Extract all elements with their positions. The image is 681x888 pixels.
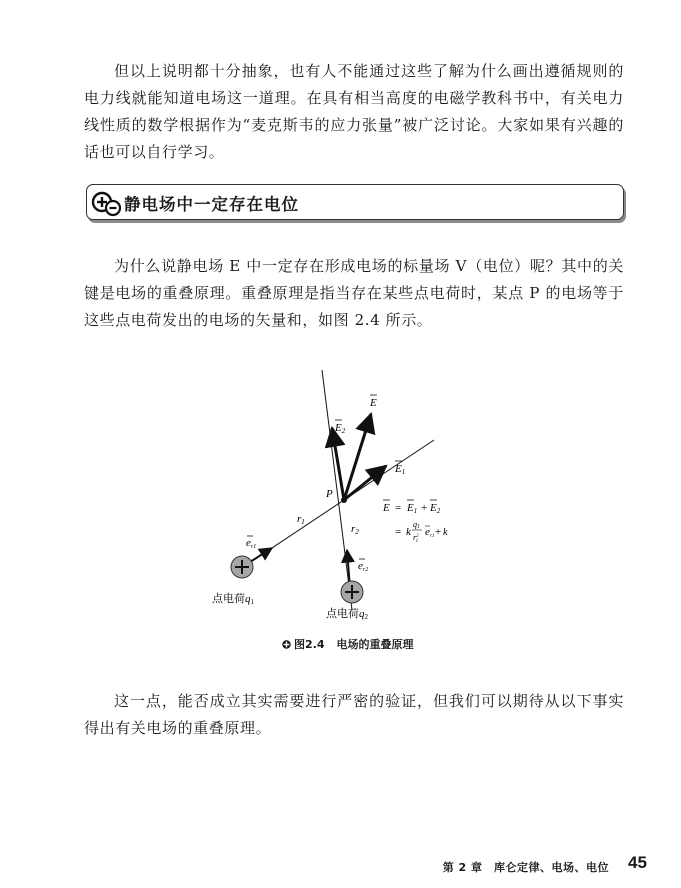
svg-text:E: E xyxy=(383,502,390,514)
svg-text:=: = xyxy=(395,502,402,514)
footer-chapter: 第 2 章 库仑定律、电场、电位 xyxy=(442,861,609,874)
caption-plus-icon xyxy=(282,640,291,649)
page-number: 45 xyxy=(628,853,647,872)
point-p xyxy=(341,497,347,503)
svg-text:k: k xyxy=(406,526,411,538)
superposition-equation xyxy=(382,500,448,544)
vector-e xyxy=(344,414,371,500)
plus-minus-charge-icon xyxy=(90,191,124,217)
caption-text: 电场的重叠原理 xyxy=(336,638,414,651)
svg-text:er1: er1 xyxy=(425,526,435,539)
label-charge-1: 点电荷q1 xyxy=(212,593,254,606)
figure-caption xyxy=(282,636,414,652)
svg-text:E1: E1 xyxy=(407,502,418,515)
label-e2: E2 xyxy=(335,422,346,435)
svg-text:k: k xyxy=(443,527,448,538)
svg-text:+: + xyxy=(435,526,442,538)
svg-text:r21: $r^2$ 1 xyxy=(413,533,419,544)
paragraph-3: 这一点，能否成立其实需要进行严密的验证，但我们可以期待从以下事实得出有关电场的重叠原理。 xyxy=(84,692,624,737)
label-e1: E1 xyxy=(395,463,406,476)
label-charge-2: 点电荷q2 xyxy=(326,608,368,621)
label-e: E xyxy=(370,397,377,409)
svg-text:q1: q1 xyxy=(413,520,420,530)
svg-text:E2: E2 xyxy=(430,502,441,515)
section-title: 静电场中一定存在电位 xyxy=(124,195,299,214)
paragraph-2: 为什么说静电场 E 中一定存在形成电场的标量场 V（电位）呢？其中的关键是电场的重叠原理。重叠原理是指当存在某些点电荷时，某点 P 的电场等于这些点电荷发出的电场的矢量和，如图 2.4 所示。 xyxy=(84,257,624,329)
caption-number: 图2.4 xyxy=(294,638,325,651)
label-r1: r1 xyxy=(297,513,305,526)
paragraph-1: 但以上说明都十分抽象，也有人不能通过这些了解为什么画出遵循规则的电力线就能知道电场这一道理。在具有相当高度的电磁学教科书中，有关电力线性质的数学根据作为“麦克斯韦的应力张量”被广泛讨论。大家如果有兴趣的话也可以自行学习。 xyxy=(84,62,624,161)
label-er2: er2 xyxy=(358,560,369,573)
label-er1: er1 xyxy=(246,537,257,550)
label-r2: r2 xyxy=(351,523,359,536)
point-charge-2 xyxy=(341,581,363,603)
svg-text:+: + xyxy=(421,502,428,514)
svg-text:=: = xyxy=(395,526,402,538)
label-p: P xyxy=(326,488,333,500)
superposition-figure xyxy=(190,360,450,630)
point-charge-1 xyxy=(231,556,253,578)
